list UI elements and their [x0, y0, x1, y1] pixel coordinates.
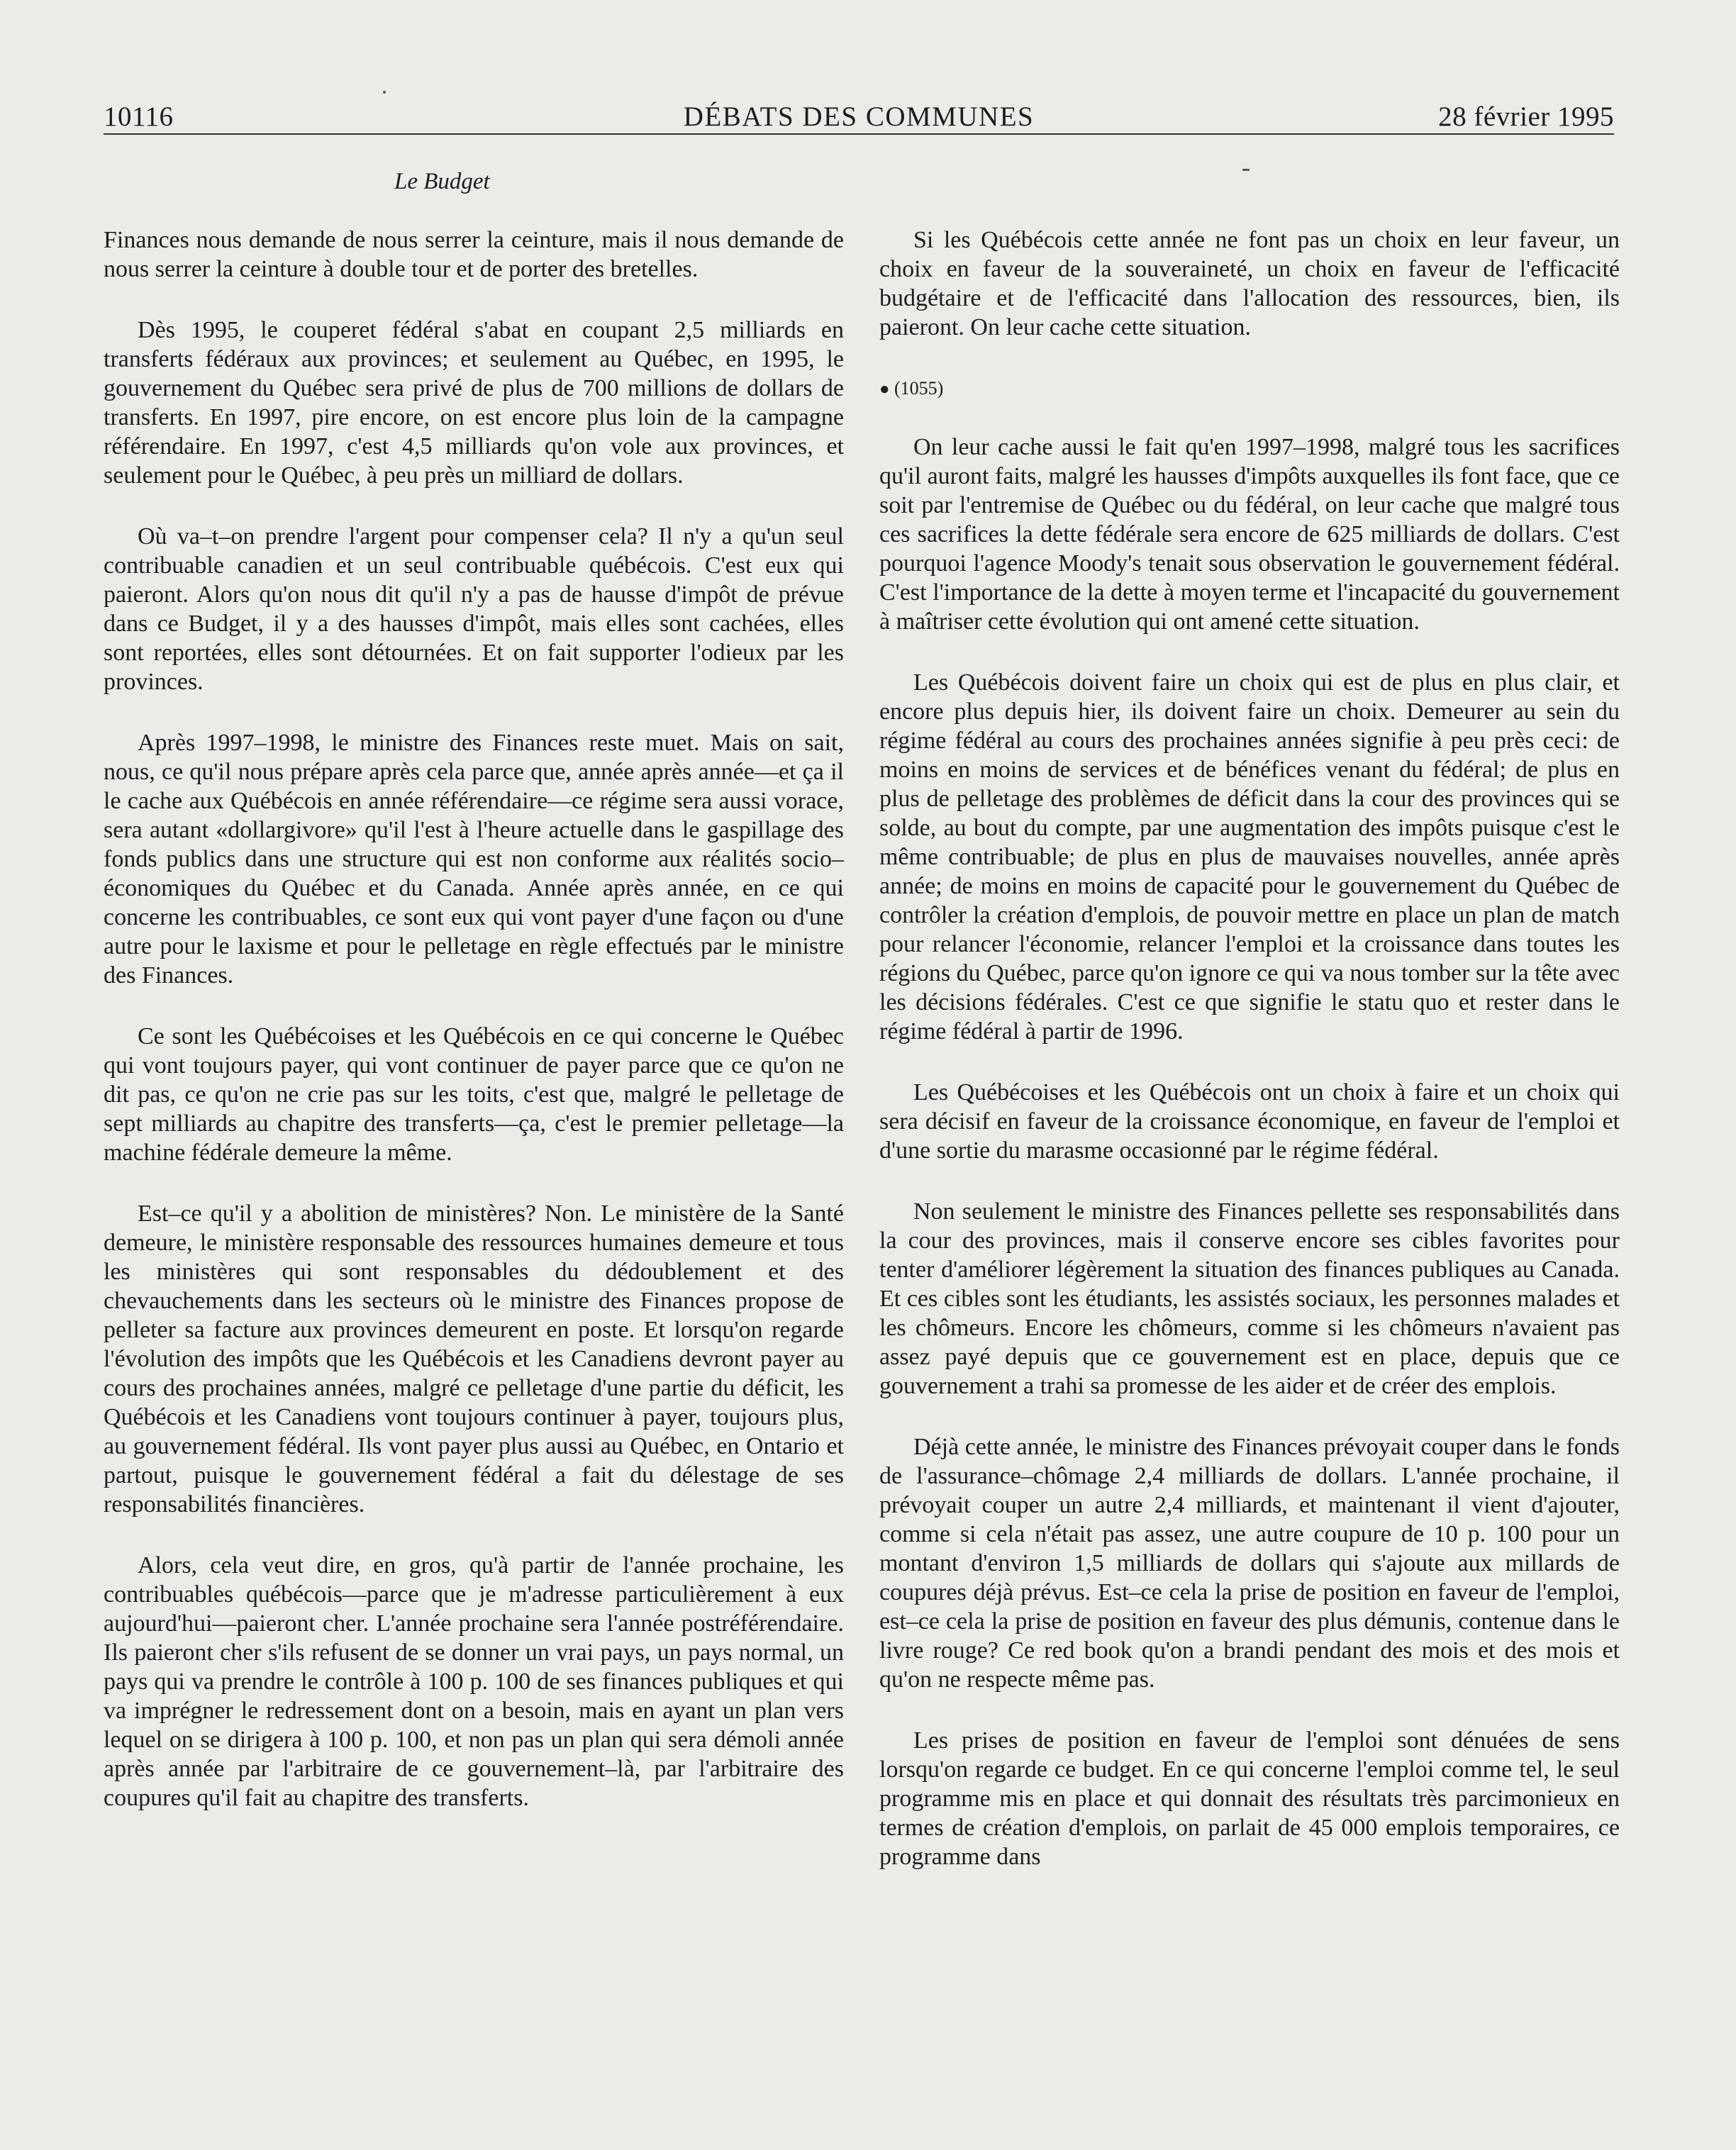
time-marker — [879, 374, 1620, 404]
paragraph: Déjà cette année, le ministre des Finances prévoyait couper dans le fonds de l'assurance–chômage 2,4 milliards de dollars. L'année prochaine, il prévoyait couper un autre 2,4 milliards, et maintenant il vient d'ajouter, comme si cela n'était pas assez, une autre coupure de 10 p. 100 pour un montant d'environ 1,5 milliards de dollars qui s'ajoute aux millards de coupures déjà prévus. Est–ce cela la prise de position en faveur de l'emploi, est–ce cela la prise de position en faveur des plus démunis, contenue dans le livre rouge? Ce red book qu'on a brandi pendant des mois et des mois et qu'on ne respecte même pas. — [879, 1434, 1620, 1693]
paragraph: Finances nous demande de nous serrer la ceinture, mais il nous demande de nous serrer la ceinture à double tour et de porter des bretelles. — [104, 227, 844, 282]
time-marker-text: (1055) — [894, 378, 944, 399]
paragraph: Où va–t–on prendre l'argent pour compenser cela? Il n'y a qu'un seul contribuable canadien et un seul contribuable québécois. C'est eux qui paieront. Alors qu'on nous dit qu'il n'y a pas de hausse d'impôt de prévue dans ce Budget, il y a des hausses d'impôt, mais elles sont cachées, elles sont reportées, elles sont détournées. Et on fait supporter l'odieux par les provinces. — [104, 523, 844, 695]
left-column — [104, 225, 844, 1844]
page-number: 10116 — [104, 101, 174, 132]
publication-title: DÉBATS DES COMMUNES — [683, 101, 1035, 132]
paragraph: Si les Québécois cette année ne font pas un choix en leur faveur, un choix en faveur de la souveraineté, un choix en faveur de l'efficacité budgétaire et de l'efficacité dans l'allocation des ressources, bien, ils paieront. On leur cache cette situation. — [879, 227, 1620, 340]
scan-speck — [383, 91, 386, 94]
paragraph: Est–ce qu'il y a abolition de ministères? Non. Le ministère de la Santé demeure, le ministère responsable des ressources humaines demeure et tous les ministères qui sont responsables du dédoublement et des chevauchements dans les secteurs où le ministre des Finances propose de pelleter sa facture aux provinces demeurent en poste. Et lorsqu'on regarde l'évolution des impôts que les Québécois et les Canadiens devront payer au cours des prochaines années, malgré ce pelletage d'une partie du déficit, les Québécois et les Canadiens vont toujours continuer à payer, toujours plus, au gouvernement fédéral. Ils vont payer plus aussi au Québec, en Ontario et partout, puisque le gouvernement fédéral a fait du délestage de ses responsabilités financières. — [104, 1201, 844, 1517]
paragraph: Ce sont les Québécoises et les Québécois en ce qui concerne le Québec qui vont toujours payer, qui vont continuer de payer parce que ce qu'on ne dit pas, ce qu'on ne crie pas sur les toits, c'est que, malgré le pelletage de sept milliards au chapitre des transferts—ça, c'est le premier pelletage—la machine fédérale demeure la même. — [104, 1023, 844, 1166]
paragraph: Les Québécois doivent faire un choix qui est de plus en plus clair, et encore plus depuis hier, ils doivent faire un choix. Demeurer au sein du régime fédéral au cours des prochaines années signifie à peu près ceci: de moins en moins de services et de bénéfices venant du fédéral; de plus en plus de pelletage des problèmes de déficit dans la cour des provinces qui se solde, au bout du compte, par une augmentation des impôts puisque c'est le même contribuable; de plus en plus de mauvaises nouvelles, année après année; de moins en moins de capacité pour le gouvernement du Québec de contrôler la création d'emplois, de pouvoir mettre en place un plan de match pour relancer l'économie, relancer l'emploi et la croissance dans toutes les régions du Québec, parce qu'on ignore ce qui va nous tomber sur la tête avec les décisions fédérales. C'est ce que signifie le statu quo et rester dans le régime fédéral à partir de 1996. — [879, 669, 1620, 1045]
bullet-icon: ● — [879, 380, 890, 399]
paragraph: Les prises de position en faveur de l'emploi sont dénuées de sens lorsqu'on regarde ce budget. En ce qui concerne l'emploi comme tel, le seul programme mis en place et qui donnait des résultats très parcimonieux en termes de création d'emplois, on parlait de 45 000 emplois temporaires, ce programme dans — [879, 1727, 1620, 1870]
paragraph: Dès 1995, le couperet fédéral s'abat en coupant 2,5 milliards en transferts fédéraux aux provinces; et seulement au Québec, en 1995, le gouvernement du Québec sera privé de plus de 700 millions de dollars de transferts. En 1997, pire encore, on est encore plus loin de la campagne référendaire. En 1997, c'est 4,5 milliards qu'on vole aux provinces, et seulement pour le Québec, à peu près un milliard de dollars. — [104, 317, 844, 489]
paragraph: On leur cache aussi le fait qu'en 1997–1998, malgré tous les sacrifices qu'il auront faits, malgré les hausses d'impôts auxquelles ils font face, que ce soit par l'entremise de Québec ou du fédéral, on leur cache que malgré tous ces sacrifices la dette fédérale sera encore de 625 milliards de dollars. C'est pourquoi l'agence Moody's tenait sous observation le gouvernement fédéral. C'est l'importance de la dette à moyen terme et l'incapacité du gouvernement à maîtriser cette évolution qui ont amené cette situation. — [879, 434, 1620, 635]
paragraph: Alors, cela veut dire, en gros, qu'à partir de l'année prochaine, les contribuables québécois—parce que je m'adresse particulièrement à eux aujourd'hui—paieront cher. L'année prochaine sera l'année postréférendaire. Ils paieront cher s'ils refusent de se donner un vrai pays, un pays normal, un pays qui va prendre le contrôle à 100 p. 100 de ses finances publiques et qui va imprégner le redressement dont on a besoin, mais en ayant un plan vers lequel on se dirigera à 100 p. 100, et non pas un plan qui sera démoli année après année par l'arbitraire de ce gouvernement–là, par l'arbitraire des coupures qu'il fait au chapitre des transferts. — [104, 1552, 844, 1811]
paragraph: Après 1997–1998, le ministre des Finances reste muet. Mais on sait, nous, ce qu'il nous prépare après cela parce que, année après année—et ça il le cache aux Québécois en année référendaire—ce régime sera aussi vorace, sera autant «dollargivore» qu'il l'est à l'heure actuelle dans le gaspillage des fonds publics dans une structure qui est non conforme aux réalités socio–économiques du Québec et du Canada. Année après année, en ce qui concerne les contribuables, ce sont eux qui vont payer d'une façon ou d'une autre pour le laxisme et pour le pelletage en règle effectués par le ministre des Finances. — [104, 730, 844, 988]
paragraph: Les Québécoises et les Québécois ont un choix à faire et un choix qui sera décisif en faveur de la croissance économique, en faveur de l'emploi et d'une sortie du marasme occasionné par le régime fédéral. — [879, 1079, 1620, 1164]
scan-speck — [1242, 169, 1250, 171]
paragraph: Non seulement le ministre des Finances pellette ses responsabilités dans la cour des provinces, mais il conserve encore ses cibles favorites pour tenter d'améliorer légèrement la situation des finances publiques au Canada. Et ces cibles sont les étudiants, les assistés sociaux, les personnes malades et les chômeurs. Encore les chômeurs, comme si les chômeurs n'avaient pas assez payé depuis que ce gouvernement est en place, depuis que ce gouvernement a trahi sa promesse de les aider et de créer des emplois. — [879, 1198, 1620, 1399]
section-title: Le Budget — [394, 169, 490, 194]
right-column — [879, 225, 1620, 1903]
page-header — [104, 96, 1614, 135]
page-date: 28 février 1995 — [1438, 101, 1614, 132]
